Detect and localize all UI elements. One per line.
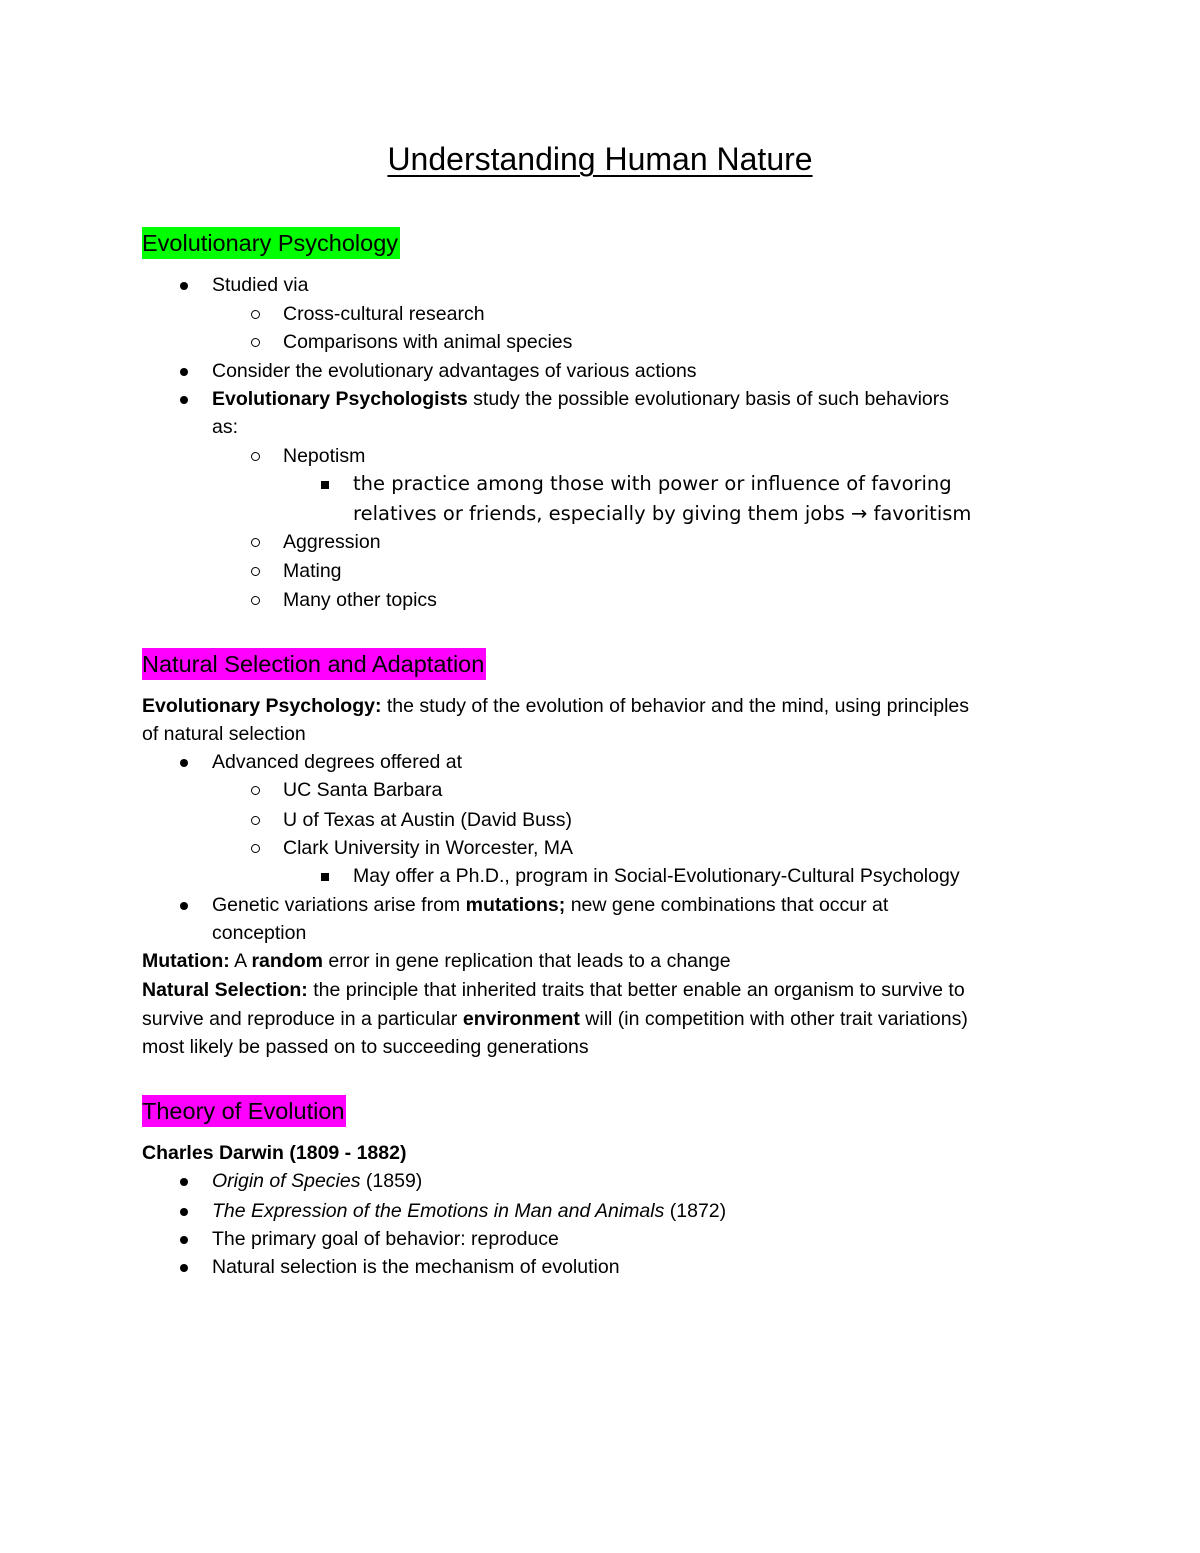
section-heading-evolutionary-psychology: Evolutionary Psychology bbox=[142, 227, 400, 259]
bold-term: Mutation: bbox=[142, 950, 230, 972]
circle-bullet-icon bbox=[245, 328, 265, 356]
subheading-darwin: Charles Darwin (1809 - 1882) bbox=[142, 1142, 407, 1164]
bullet-icon bbox=[174, 271, 194, 299]
section-heading-theory-of-evolution: Theory of Evolution bbox=[142, 1095, 346, 1127]
bullet-icon bbox=[174, 891, 194, 919]
text-span: the study of the evolution of behavior and the mind, using principles bbox=[381, 695, 970, 717]
list-item: The primary goal of behavior: reproduce bbox=[212, 1228, 559, 1250]
definition-line bbox=[142, 692, 969, 720]
section-heading-natural-selection: Natural Selection and Adaptation bbox=[142, 648, 486, 680]
list-item: U of Texas at Austin (David Buss) bbox=[283, 809, 573, 831]
list-item bbox=[212, 1197, 726, 1225]
square-bullet-icon bbox=[315, 862, 335, 890]
circle-bullet-icon bbox=[245, 442, 265, 470]
text-span: will (in competition with other trait variations) bbox=[579, 1008, 968, 1030]
text-span: study the possible evolutionary basis of such behaviors bbox=[467, 388, 950, 410]
circle-bullet-icon bbox=[245, 586, 265, 614]
document-title: Understanding Human Nature bbox=[387, 141, 813, 177]
text-span: survive and reproduce in a particular bbox=[142, 1008, 463, 1030]
list-item: UC Santa Barbara bbox=[283, 779, 443, 801]
list-item: Studied via bbox=[212, 274, 309, 296]
definition-continuation: most likely be passed on to succeeding generations bbox=[142, 1036, 589, 1058]
list-item: Clark University in Worcester, MA bbox=[283, 837, 574, 859]
list-item: Aggression bbox=[283, 531, 381, 553]
list-item-continuation: as: bbox=[212, 416, 239, 438]
circle-bullet-icon bbox=[245, 834, 265, 862]
list-item: Comparisons with animal species bbox=[283, 331, 573, 353]
square-bullet-icon bbox=[315, 470, 335, 498]
circle-bullet-icon bbox=[245, 776, 265, 804]
book-title: The Expression of the Emotions in Man and Animals bbox=[212, 1200, 665, 1222]
text-span: (1872) bbox=[664, 1200, 727, 1222]
definition-line bbox=[142, 976, 965, 1004]
bullet-icon bbox=[174, 1225, 194, 1253]
bullet-icon bbox=[174, 1167, 194, 1195]
text-span: the principle that inherited traits that better enable an organism to survive to bbox=[307, 979, 965, 1001]
list-item: the practice among those with power or influence of favoring bbox=[353, 472, 952, 495]
circle-bullet-icon bbox=[245, 557, 265, 585]
book-title: Origin of Species bbox=[212, 1170, 361, 1192]
list-item-continuation: conception bbox=[212, 922, 307, 944]
text-span: A bbox=[229, 950, 252, 972]
list-item-continuation: relatives or friends, especially by giving them jobs → favoritism bbox=[353, 502, 972, 525]
bullet-icon bbox=[174, 1197, 194, 1225]
list-item: Advanced degrees offered at bbox=[212, 751, 463, 773]
list-item bbox=[212, 891, 888, 919]
bullet-icon bbox=[174, 1253, 194, 1281]
list-item: May offer a Ph.D., program in Social-Evolutionary-Cultural Psychology bbox=[353, 865, 960, 887]
bold-term: Evolutionary Psychologists bbox=[212, 388, 468, 410]
list-item: Natural selection is the mechanism of evolution bbox=[212, 1256, 620, 1278]
circle-bullet-icon bbox=[245, 806, 265, 834]
bullet-icon bbox=[174, 357, 194, 385]
bold-term: mutations; bbox=[465, 894, 566, 916]
circle-bullet-icon bbox=[245, 528, 265, 556]
definition-continuation bbox=[142, 1005, 968, 1033]
list-item bbox=[212, 385, 949, 413]
circle-bullet-icon bbox=[245, 300, 265, 328]
text-span: error in gene replication that leads to a change bbox=[322, 950, 731, 972]
list-item: Consider the evolutionary advantages of various actions bbox=[212, 360, 697, 382]
bold-term: Natural Selection: bbox=[142, 979, 308, 1001]
text-span: new gene combinations that occur at bbox=[565, 894, 889, 916]
text-span: Genetic variations arise from bbox=[212, 894, 466, 916]
list-item: Cross-cultural research bbox=[283, 303, 485, 325]
list-item: Mating bbox=[283, 560, 342, 582]
bold-term: environment bbox=[462, 1008, 580, 1030]
bullet-icon bbox=[174, 385, 194, 413]
text-span: (1859) bbox=[360, 1170, 423, 1192]
definition-line bbox=[142, 947, 731, 975]
list-item: Many other topics bbox=[283, 589, 437, 611]
bold-term: random bbox=[251, 950, 323, 972]
bullet-icon bbox=[174, 748, 194, 776]
list-item: Nepotism bbox=[283, 445, 366, 467]
definition-continuation: of natural selection bbox=[142, 723, 306, 745]
bold-term: Evolutionary Psychology: bbox=[142, 695, 382, 717]
list-item bbox=[212, 1167, 422, 1195]
